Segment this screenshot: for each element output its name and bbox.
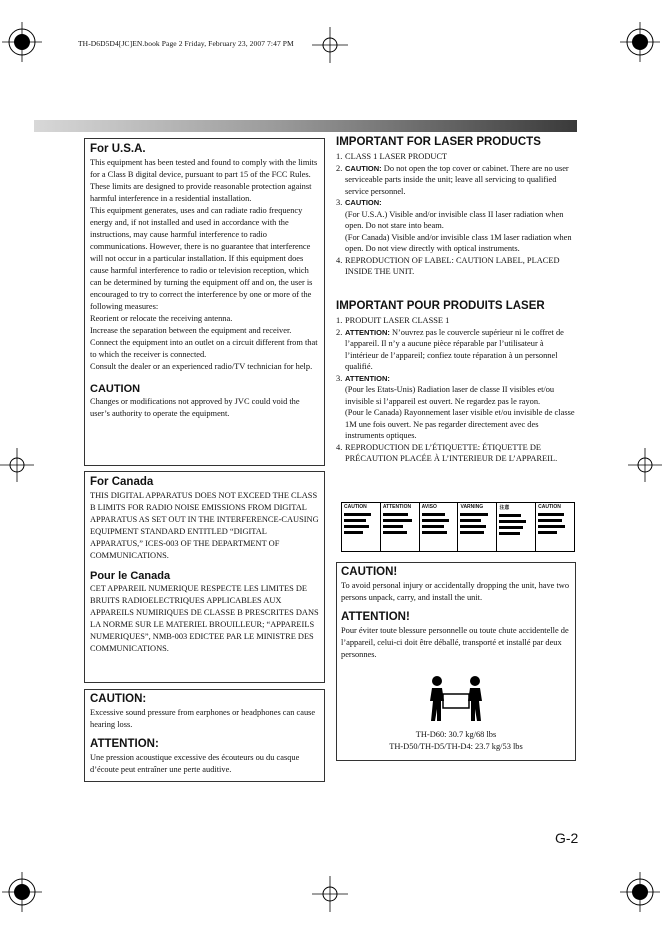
weight-line-d50: TH-D50/TH-D5/TH-D4: 23.7 kg/53 lbs (389, 742, 523, 751)
lifting-attention-title: ATTENTION! (341, 611, 410, 623)
hearing-attention-text: Une pression acoustique excessive des écouteurs ou du casque d’écoute peut entraîner une perte auditive. (90, 753, 300, 774)
registration-mark-mid-right (628, 448, 662, 482)
registration-mark-top-right (620, 22, 660, 62)
usa-paragraph: Reorient or relocate the receiving antenna. (90, 314, 233, 323)
canada-text: THIS DIGITAL APPARATUS DOES NOT EXCEED THE CLASS B LIMITS FOR RADIO NOISE EMISSIONS FROM DIGITAL APPARATUS AS SET OUT IN THE INTERFERENCE-CAUSING EQUIPMENT STANDARD ENTITLED “DIGITAL APPARATUS,” ICES-003 OF THE DEPARTMENT OF COMMUNICATIONS. (90, 491, 319, 560)
canada-box (84, 471, 325, 683)
canada-fr-title: Pour le Canada (90, 570, 171, 582)
usa-title: For U.S.A. (90, 143, 146, 155)
laser-fr-item: 2. ATTENTION: N’ouvrez pas le couvercle supérieur ni le coffret de l’appareil. Il n’y a aucune pièce réparable par l’utilisateur à l’intérieur de l’appareil; confiez toute réparation à un personnel qualifié. (336, 327, 564, 371)
registration-mark-top-center (312, 27, 348, 63)
usa-paragraph: Connect the equipment into an outlet on a circuit different from that to which the receiver is connected. (90, 338, 318, 359)
laser-fr-subitem: (Pour les Etats-Unis) Radiation laser de classe II visibles et/ou invisible si l’appareil est ouvert. Ne regardez pas le rayon. (345, 385, 555, 406)
label-panel: ATTENTION (381, 503, 420, 551)
file-header-line: TH-D6D5D4[JC]EN.book Page 2 Friday, February 23, 2007 7:47 PM (78, 39, 294, 48)
page-number: G-2 (555, 830, 579, 846)
laser-en-section (336, 135, 576, 278)
hearing-caution-title: CAUTION: (90, 693, 147, 705)
laser-en-subitem: (For U.S.A.) Visible and/or invisible class II laser radiation when open. Do not stare into beam. (345, 209, 564, 230)
lifting-attention-text: Pour éviter toute blessure personnelle ou toute chute accidentelle de l’appareil, celui-ci doit être déballé, transporté et installé par deux personnes. (341, 626, 569, 659)
usa-caution-text: Changes or modifications not approved by JVC could void the user’s authority to operate the equipment. (90, 397, 300, 418)
laser-fr-section (336, 299, 576, 465)
registration-mark-top-left (2, 22, 42, 62)
usa-fcc-box (84, 138, 325, 466)
usa-paragraph: Increase the separation between the equipment and receiver. (90, 326, 292, 335)
lifting-caution-title: CAUTION! (341, 566, 398, 578)
registration-mark-mid-left (0, 448, 34, 482)
label-panel: 注意 (497, 503, 536, 551)
label-panel: AVISO (420, 503, 459, 551)
laser-fr-item: 4. REPRODUCTION DE L’ÉTIQUETTE: ÉTIQUETTE DE PRÉCAUTION PLACÉE À L’INTERIEUR DE L’APPAREIL. (336, 442, 558, 463)
two-person-lift-icon (426, 675, 486, 723)
laser-en-subitem: (For Canada) Visible and/or invisible class 1M laser radiation when open. Do not view directly with optical instruments. (345, 232, 572, 253)
laser-en-item: 2. CAUTION: Do not open the top cover or cabinet. There are no user serviceable parts inside the unit; leave all servicing to qualified service personnel. (336, 163, 569, 196)
usa-paragraph: This equipment has been tested and found to comply with the limits for a Class B digital device, pursuant to part 15 of the FCC Rules. These limits are designed to provide reasonable protection against harmful interference in a residential installation. (90, 158, 318, 203)
section-header-bar (34, 120, 577, 132)
laser-en-item: 3. CAUTION: (336, 198, 382, 207)
registration-mark-bottom-left (2, 872, 42, 912)
lifting-caution-text: To avoid personal injury or accidentally dropping the unit, have two persons unpack, carry, and install the unit. (341, 581, 570, 602)
laser-en-item: 4. REPRODUCTION OF LABEL: CAUTION LABEL, PLACED INSIDE THE UNIT. (336, 255, 560, 276)
laser-fr-item: 1. PRODUIT LASER CLASSE 1 (336, 316, 450, 325)
label-panel: VARNING (458, 503, 497, 551)
laser-fr-title: IMPORTANT POUR PRODUITS LASER (336, 300, 545, 312)
weight-line-d60: TH-D60: 30.7 kg/68 lbs (415, 730, 497, 739)
usa-paragraph: This equipment generates, uses and can radiate radio frequency energy and, if not installed and used in accordance with the instructions, may cause harmful interference to radio communications. However, there is no guarantee that interference will not occur in a particular installation. If this equipment does cause harmful interference to radio or television reception, which can be determined by turning the equipment off and on, the user is encouraged to try to correct the interference by one or more of the following measures: (90, 206, 313, 311)
hearing-caution-box (84, 689, 325, 782)
registration-mark-bottom-right (620, 872, 660, 912)
canada-title: For Canada (90, 476, 154, 488)
label-panel: CAUTION (536, 503, 574, 551)
registration-mark-bottom-center (312, 876, 348, 912)
laser-en-item: 1. CLASS 1 LASER PRODUCT (336, 152, 448, 161)
usa-paragraph: Consult the dealer or an experienced radio/TV technician for help. (90, 362, 313, 371)
laser-fr-item: 3. ATTENTION: (336, 373, 390, 383)
laser-fr-subitem: (Pour le Canada) Rayonnement laser visible et/ou invisible de classe 1M une fois ouvert. Ne pas regarder directement avec des instruments optiques. (345, 408, 575, 440)
usa-caution-title: CAUTION (90, 383, 141, 395)
laser-en-title: IMPORTANT FOR LASER PRODUCTS (336, 136, 541, 148)
canada-fr-text: CET APPAREIL NUMERIQUE RESPECTE LES LIMITES DE BRUITS RADIOELECTRIQUES APPLICABLES AUX APPAREILS NUMIRIQUES DE CLASSE B PRESCRITES DANS LA NORME SUR LE MATERIEL BROUILLEUR; “APPAREILS NUMERIQUES”, NMB-003 EDICTEE PAR LE MINISTRE DES COMMUNICATIONS. (90, 584, 319, 653)
hearing-attention-title: ATTENTION: (90, 738, 159, 750)
label-panel: CAUTION (342, 503, 381, 551)
lifting-caution-box (336, 562, 576, 761)
hearing-caution-text: Excessive sound pressure from earphones or headphones can cause hearing loss. (90, 708, 316, 729)
laser-caution-label-image (341, 502, 575, 552)
